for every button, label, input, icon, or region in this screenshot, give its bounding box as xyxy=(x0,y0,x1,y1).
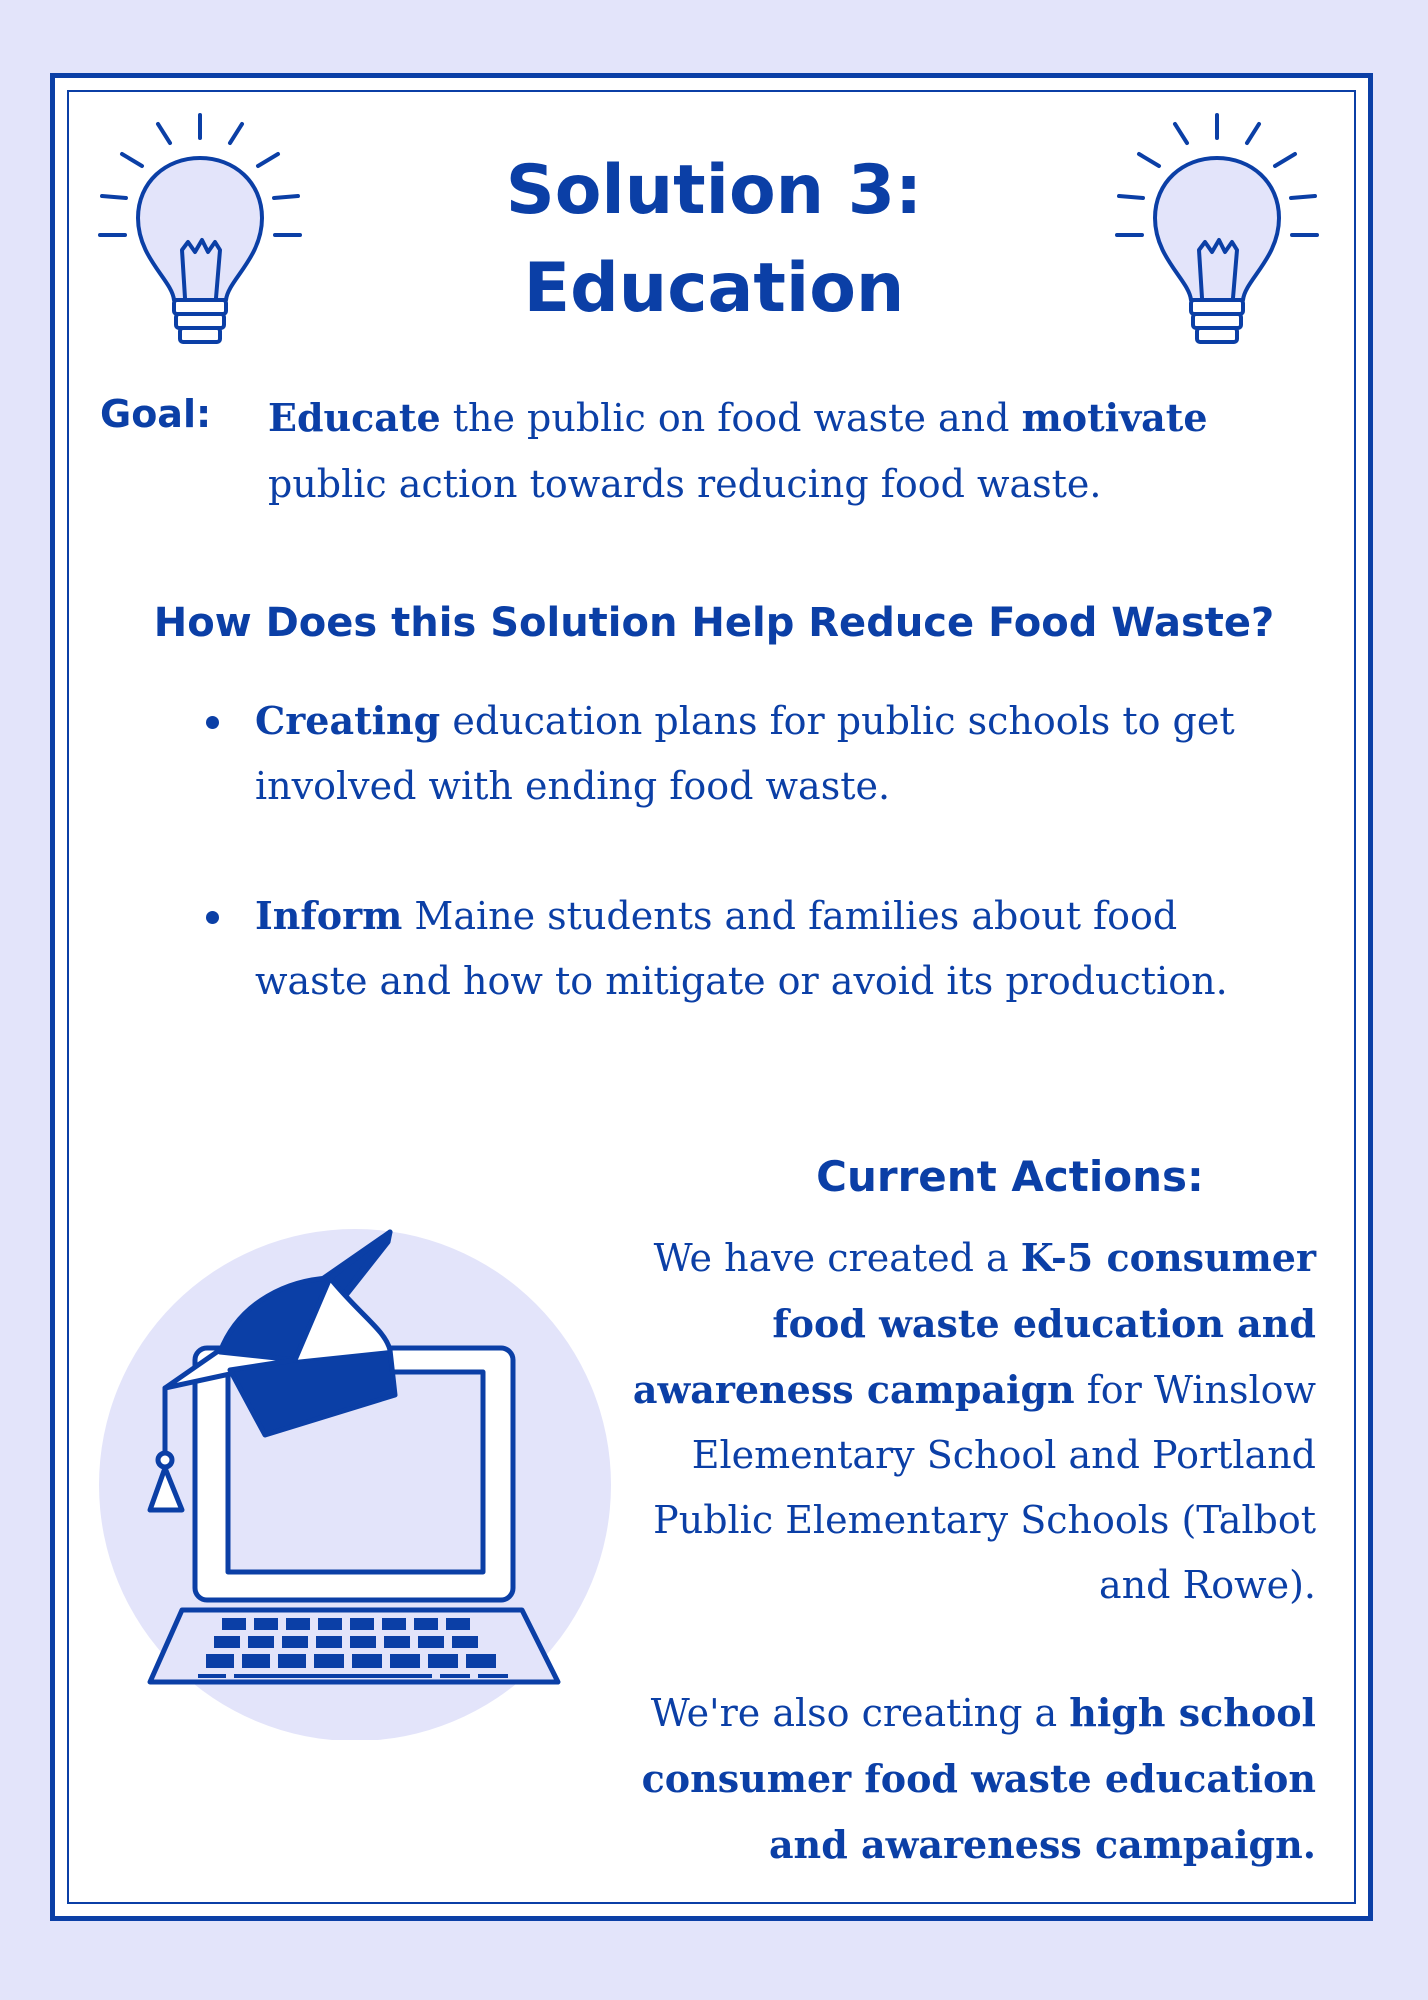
ca2-text-plain: We're also creating a xyxy=(650,1691,1070,1735)
current-actions-paragraph-2 xyxy=(596,1680,1316,1878)
bullet-text: Maine students and families about food waste and how to mitigate or avoid its production. xyxy=(255,894,1228,1003)
list-item xyxy=(200,688,1280,819)
ca2-text-bold: high school consumer food waste education and awareness campaign. xyxy=(641,1690,1316,1867)
bullet-dot-icon xyxy=(206,716,219,729)
current-actions-paragraph-1 xyxy=(596,1225,1316,1618)
bullet-bold: Inform xyxy=(255,893,403,938)
laptop-graduation-cap-icon xyxy=(90,1220,630,1740)
ca1-text-plain-1: We have created a xyxy=(653,1236,1021,1280)
bullet-dot-icon xyxy=(206,911,219,924)
ca1-text-bold: K-5 consumer food waste education and awareness campaign xyxy=(632,1235,1316,1412)
title-line-2: Education xyxy=(523,249,905,328)
bullet-bold: Creating xyxy=(255,698,441,743)
current-actions-heading: Current Actions: xyxy=(816,1152,1204,1201)
goal-text xyxy=(268,385,1308,517)
goal-label: Goal: xyxy=(100,392,212,436)
goal-text-bold-1: Educate xyxy=(268,395,441,440)
goal-text-plain-1: the public on food waste and xyxy=(440,396,1022,440)
goal-text-plain-2: public action towards reducing food waste. xyxy=(268,462,1102,506)
goal-text-bold-2: motivate xyxy=(1021,395,1208,440)
page-title xyxy=(0,142,1428,338)
list-item xyxy=(200,883,1280,1014)
title-line-1: Solution 3: xyxy=(505,151,923,230)
ca1-text-plain-2: for Winslow Elementary School and Portland Public Elementary Schools (Talbot and Rowe). xyxy=(653,1368,1316,1607)
solution-bullet-list xyxy=(200,688,1280,1078)
section-heading-how: How Does this Solution Help Reduce Food Waste? xyxy=(153,600,1275,646)
bullet-text: education plans for public schools to get involved with ending food waste. xyxy=(255,699,1235,808)
